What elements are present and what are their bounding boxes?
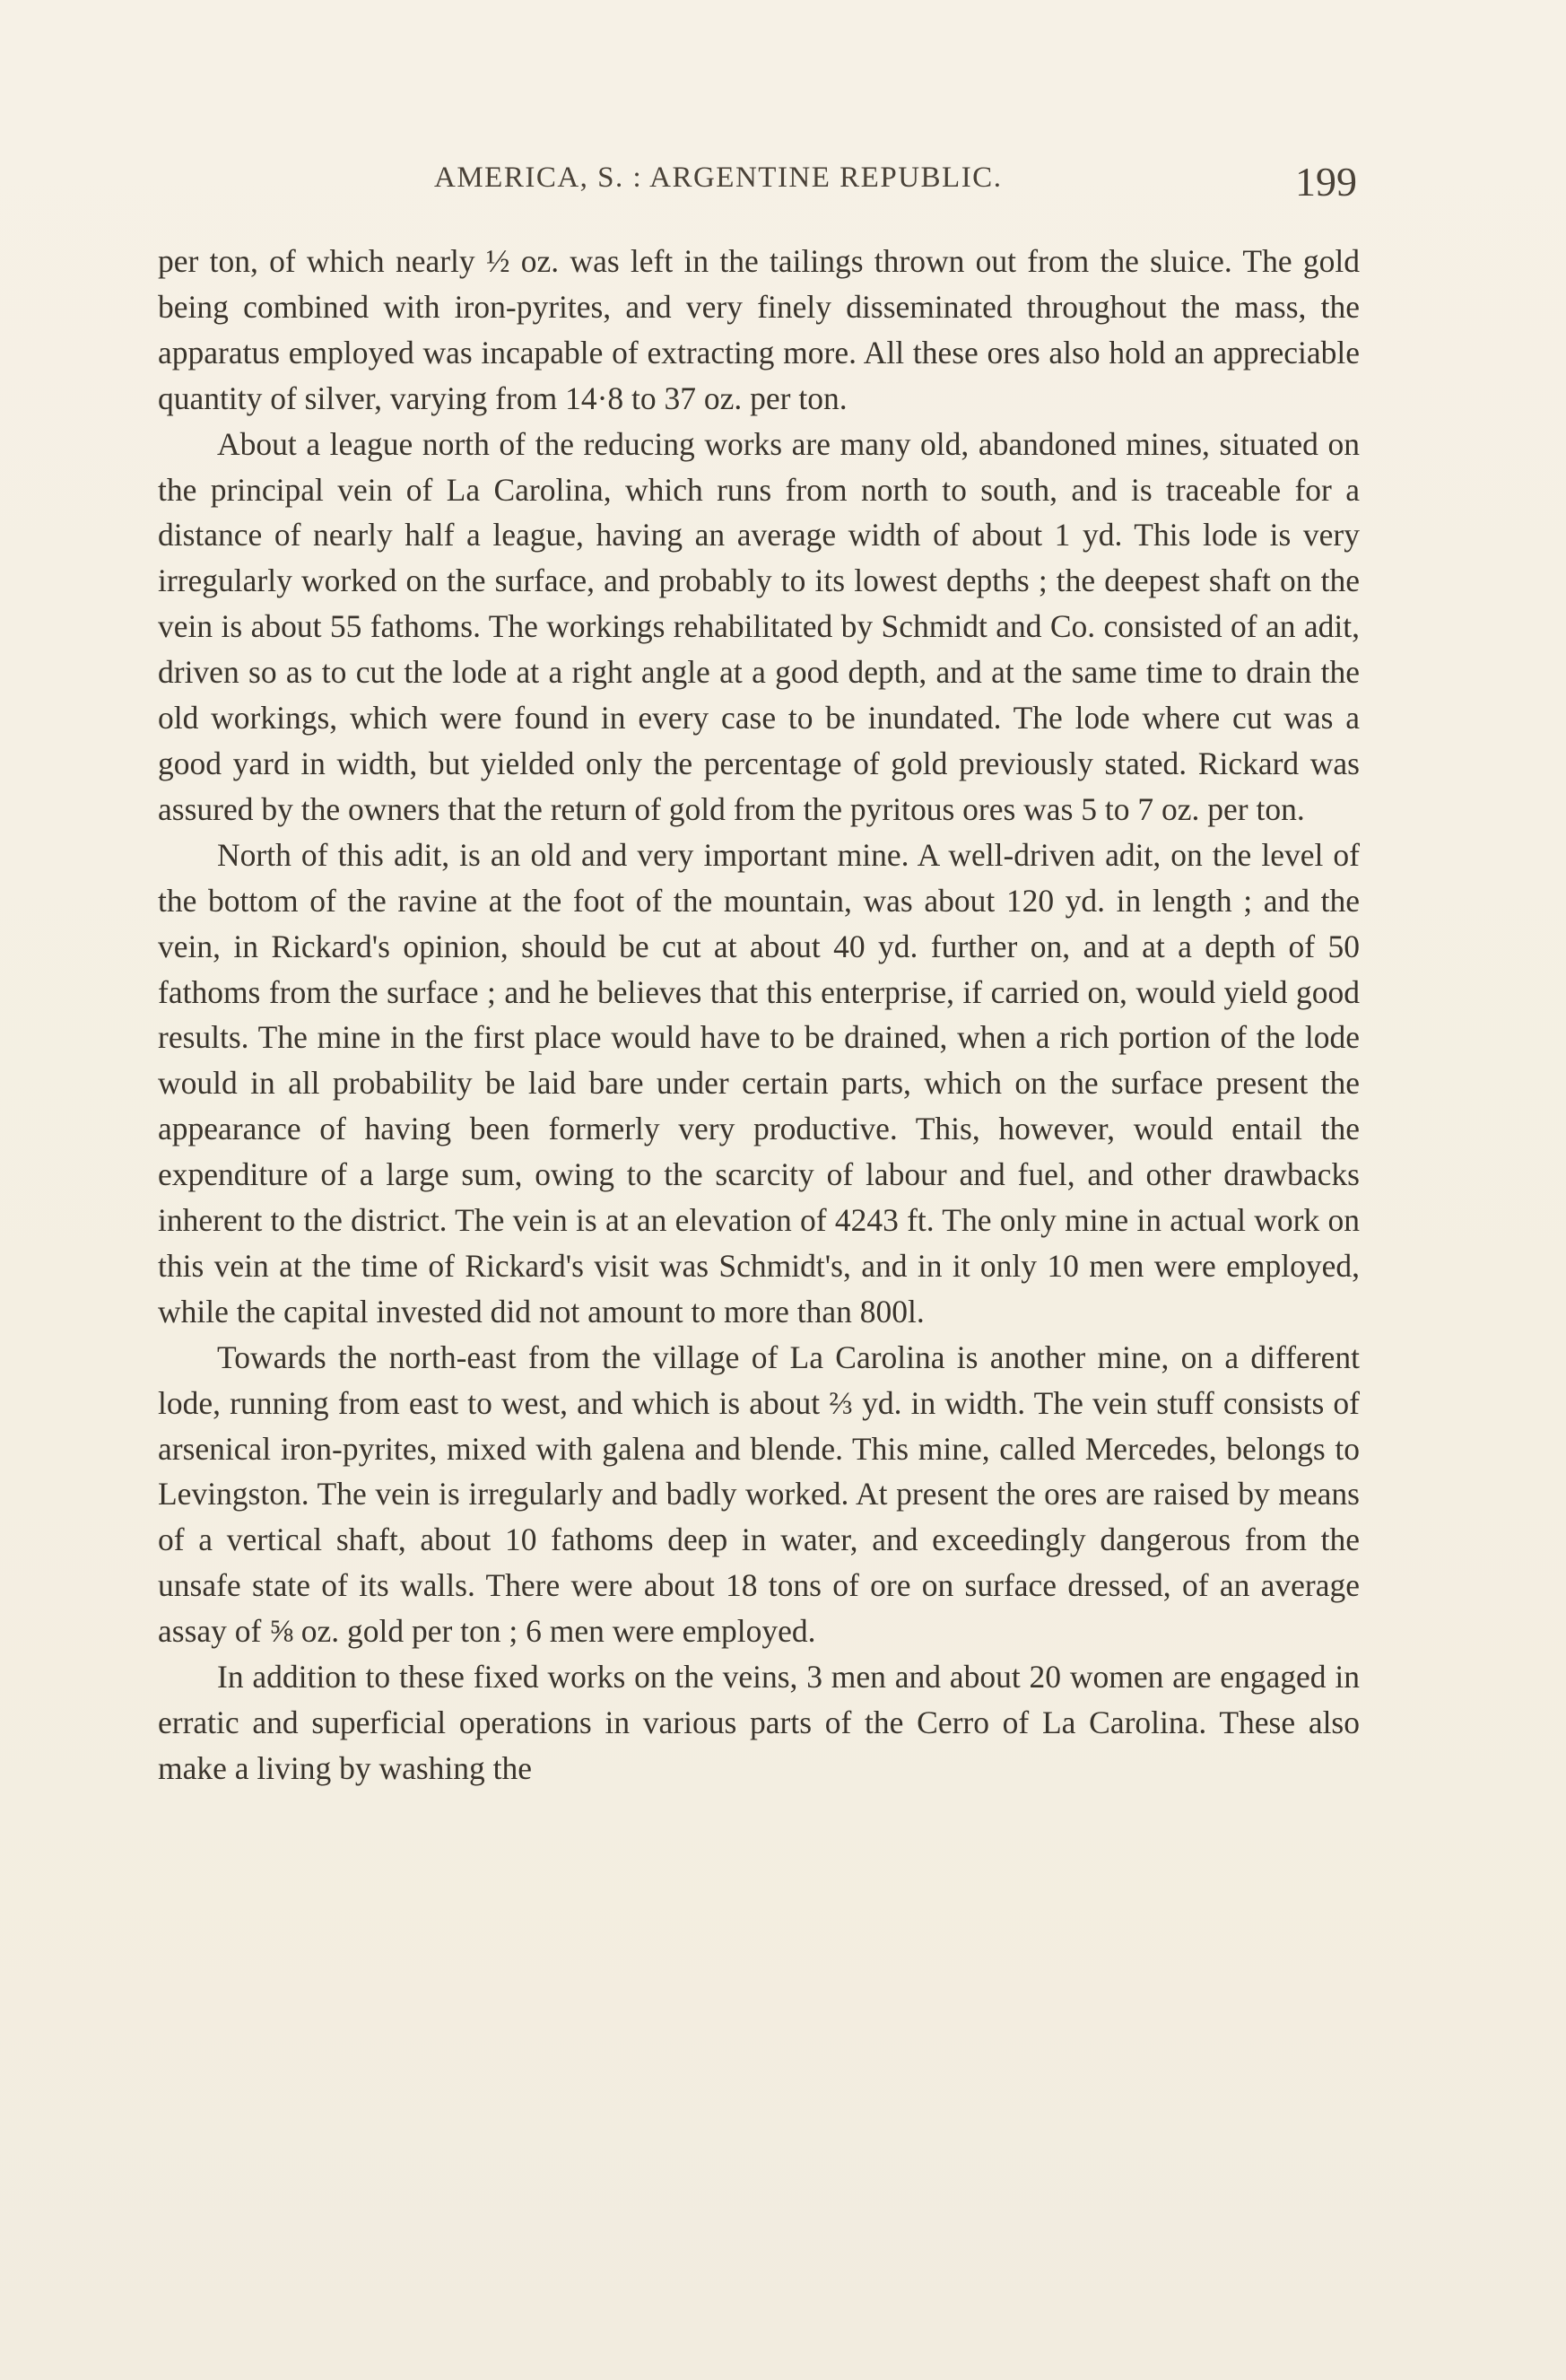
paragraph: Towards the north-east from the village of La Carolina is another mine, on a different lode, running from east to west, and which is about ⅔ yd. in width. The vein stuff consists of arsenical iron-pyrites, mixed with galena and blende. This mine, called Mercedes, belongs to Levingston. The vein is irregularly and badly worked. At present the ores are raised by means of a vertical shaft, about 10 fathoms deep in water, and exceedingly dangerous from the unsafe state of its walls. There were about 18 tons of ore on surface dressed, of an average assay of ⅝ oz. gold per ton ; 6 men were employed. bbox=[158, 1338, 1360, 1650]
page-number: 199 bbox=[1295, 159, 1357, 205]
paragraph: In addition to these fixed works on the veins, 3 men and about 20 women are engaged in erratic and superficial operations in various parts of the Cerro of La Carolina. These also make a living by washing the bbox=[158, 1659, 1360, 1786]
paragraph: About a league north of the reducing works are many old, abandoned mines, situated on the principal vein of La Carolina, which runs from north to south, and is traceable for a distance of nearly half a league, having an average width of about 1 yd. This lode is very irregularly worked on the surface, and probably to its lowest depths ; the deepest shaft on the vein is about 55 fathoms. The workings rehabilitated by Schmidt and Co. consisted of an adit, driven so as to cut the lode at a right angle at a good depth, and at the same time to drain the old workings, which were found in every case to be inundated. The lode where cut was a good yard in width, but yielded only the percentage of gold previously stated. Rickard was assured by the owners that the return of gold from the pyritous ores was 5 to 7 oz. per ton. bbox=[158, 425, 1360, 827]
running-head: AMERICA, S. : ARGENTINE REPUBLIC. bbox=[434, 161, 1003, 194]
body-text bbox=[158, 239, 1360, 1792]
paragraph: per ton, of which nearly ½ oz. was left in the tailings thrown out from the sluice. The gold being combined with iron-pyrites, and very finely disseminated throughout the mass, the apparatus employed was incapable of extracting more. All these ores also hold an appreciable quantity of silver, varying from 14·8 to 37 oz. per ton. bbox=[158, 243, 1360, 416]
paragraph: North of this adit, is an old and very important mine. A well-driven adit, on the level of the bottom of the ravine at the foot of the mountain, was about 120 yd. in length ; and the vein, in Rickard's opinion, should be cut at about 40 yd. further on, and at a depth of 50 fathoms from the surface ; and he believes that this enterprise, if carried on, would yield good results. The mine in the first place would have to be drained, when a rich portion of the lode would in all probability be laid bare under certain parts, which on the surface present the appearance of having been formerly very productive. This, however, would entail the expenditure of a large sum, owing to the scarcity of labour and fuel, and other drawbacks inherent to the district. The vein is at an elevation of 4243 ft. The only mine in actual work on this vein at the time of Rickard's visit was Schmidt's, and in it only 10 men were employed, while the capital invested did not amount to more than 800l. bbox=[158, 836, 1360, 1329]
page-header bbox=[0, 158, 1566, 212]
